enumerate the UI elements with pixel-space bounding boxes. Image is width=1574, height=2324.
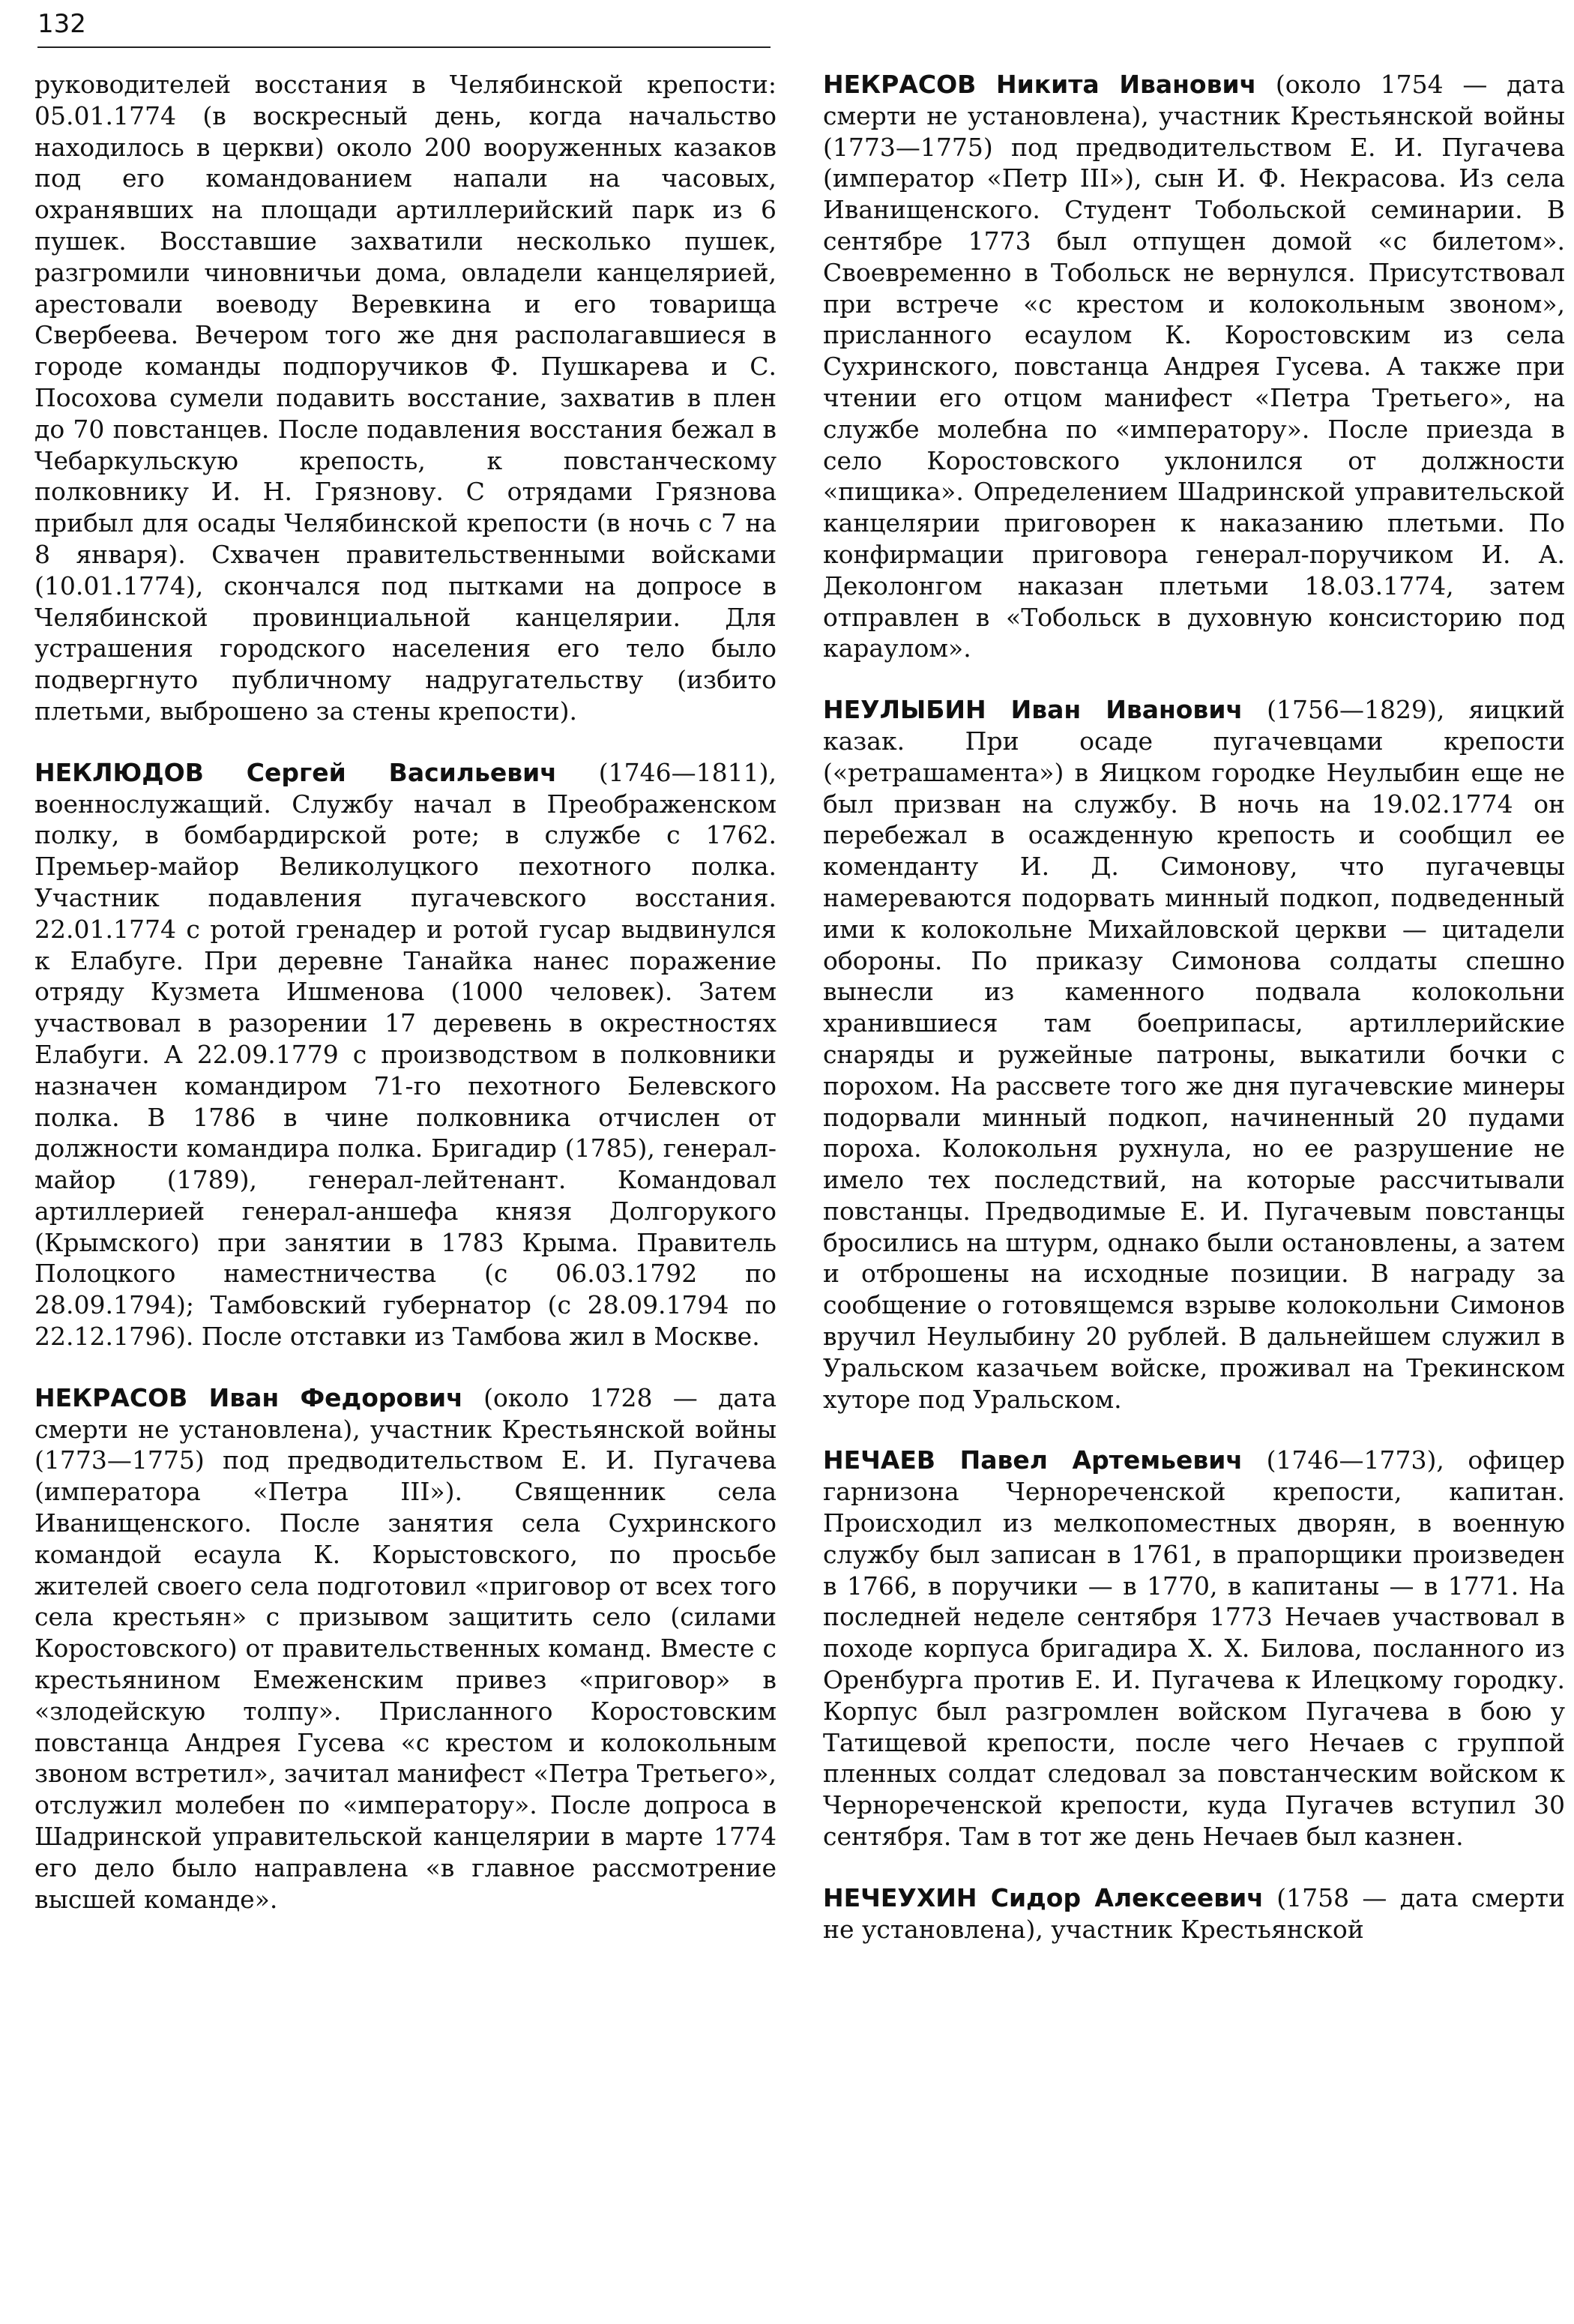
right-column <box>823 69 1565 1945</box>
entry-nekrasov-ivan <box>34 1382 777 1915</box>
entry-neulybin <box>823 694 1565 1415</box>
entry-text: (около 1754 — дата смерти не установлена), участник Крестьянской войны (1773—1775) под предводительством Е. И. Пугачева (император «Петр III»), сын И. Ф. Некрасова. Из села Иванищенского. Студент Тобольской семинарии. В сентябре 1773 был отпущен домой «с билетом». Своевременно в Тобольск не вернулся. Присутствовал при встрече «с крестом и колокольным звоном», присланного есаулом К. Коростовским из села Сухринского, повстанца Андрея Гусева. А также при чтении его отцом манифест «Петра Третьего», на службе молебна по «императору». После приезда в село Коростовского уклонился от должности «пищика». Определением Шадринской управительской канцелярии приговорен к наказанию плетьми. По конфирмации приговора генерал-поручиком И. А. Деколонгом наказан плетьми 18.03.1774, затем отправлен в «Тобольск в духовную консисторию под караулом». <box>823 70 1565 663</box>
left-column <box>34 69 777 1915</box>
entry-text: (1758 — дата смерти не установлена), участник Крестьянской <box>823 1882 1565 1944</box>
entry-headword: НЕКРАСОВ Никита Иванович <box>823 70 1257 99</box>
entry-nechaev <box>823 1445 1565 1852</box>
entry-neklyudov <box>34 757 777 1352</box>
entry-text: (1756—1829), яицкий казак. При осаде пугачевцами крепости («ретрашамента») в Яицком городке Неулыбин еще не был призван на службу. В ночь на 19.02.1774 он перебежал в осажденную крепость и сообщил ее коменданту И. Д. Симонову, что пугачевцы намереваются подорвать минный подкоп, подведенный ими к колокольне Михайловской церкви — цитадели обороны. По приказу Симонова солдаты спешно вынесли из каменного подвала колокольни хранившиеся там боеприпасы, артиллерийские снаряды и ружейные патроны, выкатили бочки с порохом. На рассвете того же дня пугачевские минеры подорвали минный подкоп, начиненный 20 пудами пороха. Колокольня рухнула, но ее разрушение не имело тех последствий, на которые рассчитывали повстанцы. Предводимые Е. И. Пугачевым повстанцы бросились на штурм, однако были остановлены, а затем и отброшены на исходные позиции. В награду за сообщение о готовящемся взрыве колокольни Симонов вручил Неулыбину 20 рублей. В дальнейшем служил в Уральском казачьем войске, проживал на Трекинском хуторе под Уральском. <box>823 695 1565 1414</box>
entry-headword: НЕКЛЮДОВ Сергей Васильевич <box>34 757 557 787</box>
continuation-paragraph: руководителей восстания в Челябинской крепости: 05.01.1774 (в воскресный день, когда начальство находилось в церкви) около 200 вооруженных казаков под его командованием напали на часовых, охранявших на площади артиллерийский парк из 6 пушек. Восставшие захватили несколько пушек, разгромили чиновничьи дома, овладели канцелярией, арестовали воеводу Веревкина и его товарища Свербеева. Вечером того же дня располагавшиеся в городе команды подпоручиков Ф. Пушкарева и С. Посохова сумели подавить восстание, захватив в плен до 70 повстанцев. После подавления восстания бежал в Чебаркульскую крепость, к повстанческому полковнику И. Н. Грязнову. С отрядами Грязнова прибыл для осады Челябинской крепости (в ночь с 7 на 8 января). Схвачен правительственными войсками (10.01.1774), скончался под пытками на допросе в Челябинской провинциальной канцелярии. Для устрашения городского населения его тело было подвергнуто публичному надругательству (избито плетьми, выброшено за стены крепости). <box>34 70 777 726</box>
header-rule <box>37 46 771 48</box>
entry-headword: НЕЧЕУХИН Сидор Алексеевич <box>823 1882 1264 1912</box>
entry-headword: НЕУЛЫБИН Иван Иванович <box>823 695 1243 725</box>
entry-text: (1746—1811), военнослужащий. Службу начал в Преображенском полку, в бомбардирской роте; в службе с 1762. Премьер-майор Великолуцкого пехотного полка. Участник подавления пугачевского восстания. 22.01.1774 с ротой гренадер и ротой гусар выдвинулся к Елабуге. При деревне Танайка нанес поражение отряду Кузмета Ишменова (1000 человек). Затем участвовал в разорении 17 деревень в окрестностях Елабуги. А 22.09.1779 с производством в полковники назначен командиром 71-го пехотного Белевского полка. В 1786 в чине полковника отчислен от должности командира полка. Бригадир (1785), генерал-майор (1789), генерал-лейтенант. Командовал артиллерией генерал-аншефа князя Долгорукого (Крымского) при занятии в 1783 Крыма. Правитель Полоцкого наместничества (с 06.03.1792 по 28.09.1794); Тамбовский губернатор (с 28.09.1794 по 22.12.1796). После отставки из Тамбова жил в Москве. <box>34 757 777 1352</box>
entry-text: (около 1728 — дата смерти не установлена), участник Крестьянской войны (1773—1775) под предводительством Е. И. Пугачева (императора «Петра III»). Священник села Иванищенского. После занятия села Сухринского командой есаула К. Корыстовского, по просьбе жителей своего села подготовил «приговор от всех того села крестьян» с призывом защитить село (силами Коростовского) от правительственных команд. Вместе с крестьянином Емеженским привез «приговор» в «злодейскую толпу». Присланного Коростовским повстанца Андрея Гусева «с крестом и колокольным звоном встретил», зачитал манифест «Петра Третьего», отслужил молебен по «императору». После допроса в Шадринской управительской канцелярии в марте 1774 его дело было направлена «в главное рассмотрение высшей команде». <box>34 1382 777 1914</box>
entry-nekrasov-nikita <box>823 69 1565 664</box>
page-number: 132 <box>37 9 86 39</box>
entry-headword: НЕКРАСОВ Иван Федорович <box>34 1382 463 1412</box>
entry-headword: НЕЧАЕВ Павел Артемьевич <box>823 1445 1243 1475</box>
entry-text: (1746—1773), офицер гарнизона Чернореченской крепости, капитан. Происходил из мелкопоместных дворян, в военную службу был записан в 1761, в прапорщики произведен в 1766, в поручики — в 1770, в капитаны — в 1771. На последней неделе сентября 1773 Нечаев участвовал в походе корпуса бригадира Х. Х. Билова, посланного из Оренбурга против Е. И. Пугачева к Илецкому городку. Корпус был разгромлен войском Пугачева в бою у Татищевой крепости, после чего Нечаев с группой пленных солдат следовал за повстанческим войском к Чернореченской крепости, куда Пугачев вступил 30 сентября. Там в тот же день Нечаев был казнен. <box>823 1445 1565 1852</box>
entry-necheukhin <box>823 1882 1565 1945</box>
